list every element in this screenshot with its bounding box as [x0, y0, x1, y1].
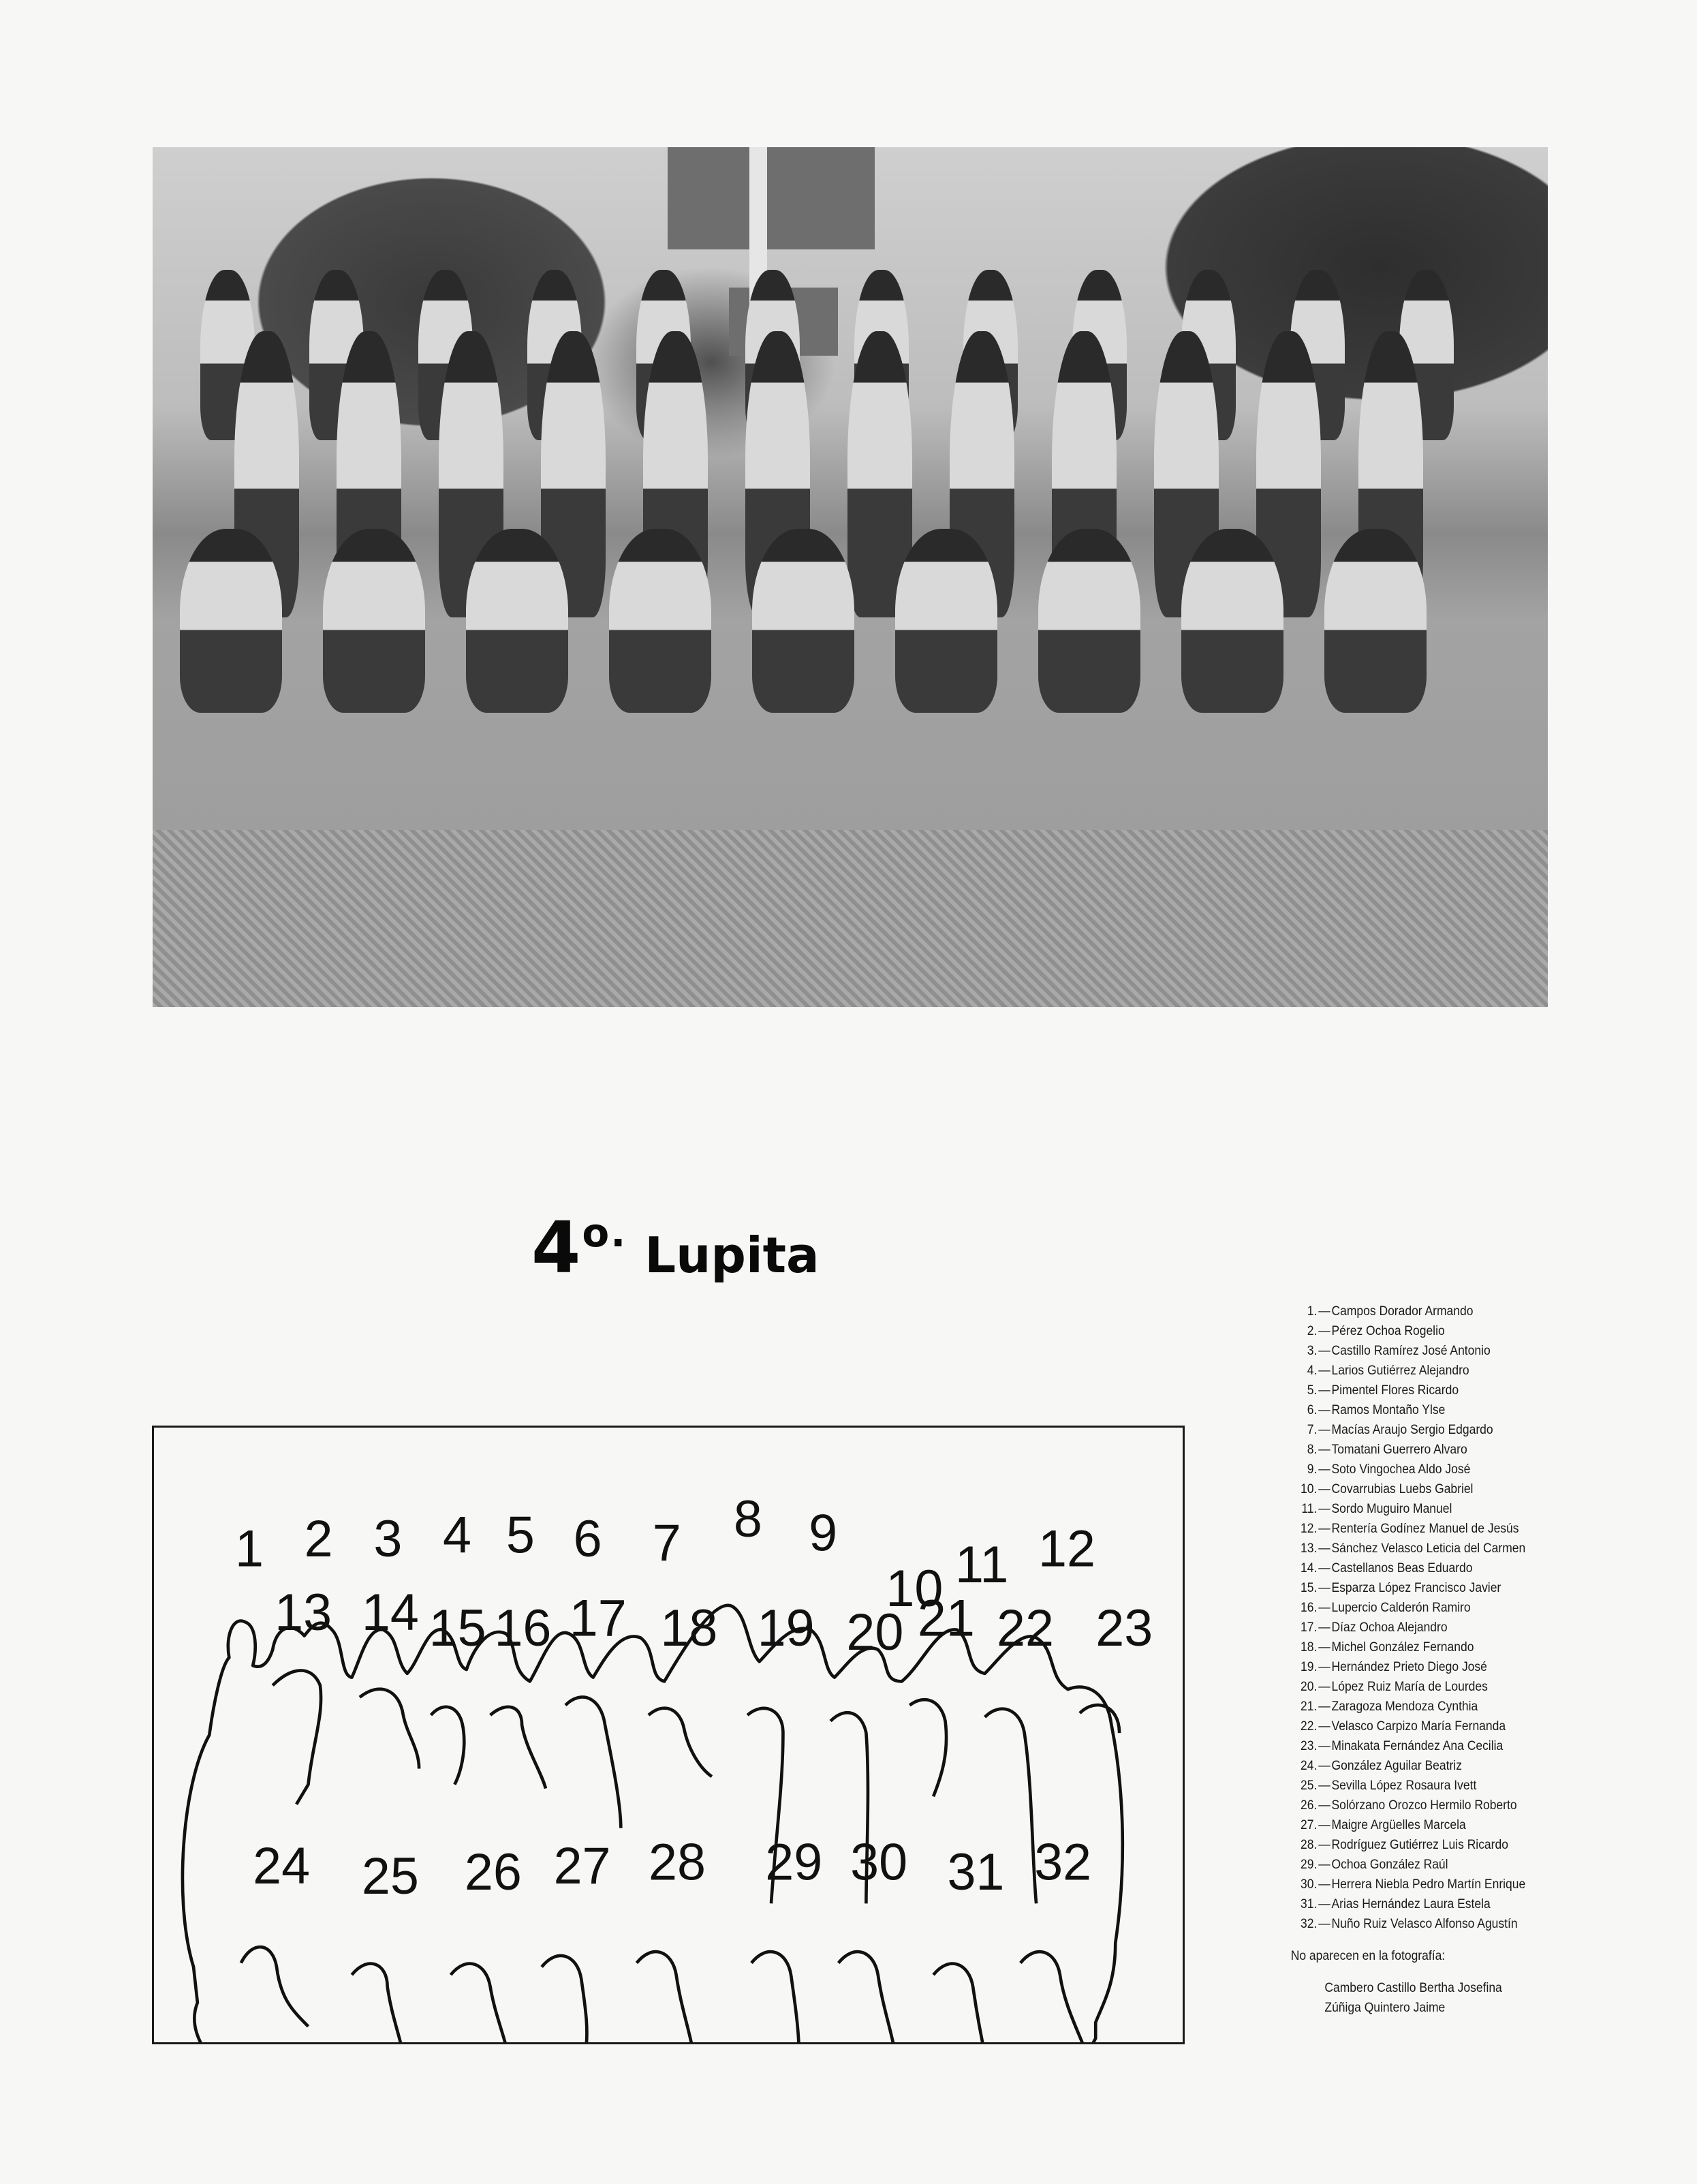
roster-item [1281, 1717, 1632, 1736]
position-number: 28 [648, 1834, 706, 1892]
roster-name: Hernández Prieto Diego José [1331, 1660, 1487, 1674]
position-key-diagram [152, 1426, 1185, 2044]
position-number: 18 [660, 1599, 718, 1658]
roster-name: González Aguilar Beatriz [1331, 1759, 1462, 1773]
student-figure [895, 529, 997, 713]
position-number: 9 [809, 1505, 838, 1563]
roster-name: Rentería Godínez Manuel de Jesús [1331, 1522, 1519, 1536]
roster-dash: — [1318, 1917, 1330, 1931]
position-number: 14 [361, 1584, 419, 1642]
position-number: 30 [850, 1834, 908, 1892]
student-figure [752, 529, 854, 713]
roster-dash: — [1318, 1383, 1330, 1398]
position-number: 20 [846, 1603, 904, 1661]
position-number: 12 [1038, 1520, 1095, 1578]
roster-item [1281, 1400, 1632, 1420]
roster-number: 25. [1301, 1779, 1318, 1793]
roster-item [1281, 1598, 1632, 1618]
silhouette-outline [154, 1428, 1183, 2042]
roster-number: 23. [1301, 1739, 1318, 1753]
roster-name: Castellanos Beas Eduardo [1331, 1561, 1473, 1575]
class-photo [153, 147, 1548, 1007]
roster-name: Solórzano Orozco Hermilo Roberto [1331, 1798, 1517, 1813]
position-number: 21 [917, 1590, 975, 1648]
roster-item [1281, 1618, 1632, 1637]
position-number: 4 [442, 1507, 471, 1565]
roster-dash: — [1318, 1838, 1330, 1852]
position-number: 3 [373, 1511, 403, 1569]
roster-item [1281, 1697, 1632, 1717]
roster-name: Castillo Ramírez José Antonio [1331, 1344, 1491, 1358]
roster-number: 12. [1301, 1522, 1318, 1536]
roster-dash: — [1318, 1344, 1330, 1358]
roster-item [1281, 1499, 1632, 1519]
roster-item [1281, 1558, 1632, 1578]
roster-dash: — [1318, 1877, 1330, 1892]
page-title [531, 1206, 820, 1289]
roster-name: Macías Araujo Sergio Edgardo [1331, 1423, 1493, 1437]
roster-number: 26. [1301, 1798, 1318, 1813]
student-roster [1281, 1302, 1632, 2018]
roster-item [1281, 1381, 1632, 1400]
position-number: 6 [573, 1511, 602, 1569]
roster-number: 9. [1307, 1462, 1318, 1477]
roster-dash: — [1318, 1561, 1330, 1575]
roster-item [1281, 1894, 1632, 1914]
roster-number: 18. [1301, 1640, 1318, 1655]
roster-item [1281, 1479, 1632, 1499]
roster-number: 21. [1301, 1699, 1318, 1714]
roster-number: 14. [1301, 1561, 1318, 1575]
roster-number: 24. [1301, 1759, 1318, 1773]
roster-dash: — [1318, 1897, 1330, 1911]
roster-number: 31. [1301, 1897, 1318, 1911]
roster-dash: — [1318, 1423, 1330, 1437]
roster-item [1281, 1776, 1632, 1796]
roster-name: Soto Vingochea Aldo José [1331, 1462, 1471, 1477]
position-number: 31 [947, 1843, 1005, 1901]
roster-item [1281, 1835, 1632, 1855]
position-number: 7 [652, 1514, 681, 1572]
position-number: 10 [886, 1560, 944, 1618]
position-number: 2 [304, 1511, 333, 1569]
roster-name: López Ruiz María de Lourdes [1331, 1680, 1488, 1694]
roster-dash: — [1318, 1620, 1330, 1635]
roster-number: 32. [1301, 1917, 1318, 1931]
roster-name: Arias Hernández Laura Estela [1331, 1897, 1491, 1911]
roster-dash: — [1318, 1680, 1330, 1694]
roster-dash: — [1318, 1581, 1330, 1595]
roster-number: 3. [1307, 1344, 1318, 1358]
position-number: 23 [1095, 1599, 1153, 1658]
roster-dash: — [1318, 1640, 1330, 1655]
roster-item [1281, 1578, 1632, 1598]
roster-dash: — [1318, 1462, 1330, 1477]
grade-label: $4^{o.}$ [531, 1206, 627, 1289]
roster-dash: — [1318, 1502, 1330, 1516]
roster-name: Minakata Fernández Ana Cecilia [1331, 1739, 1504, 1753]
roster-dash: — [1318, 1443, 1330, 1457]
roster-name: Esparza López Francisco Javier [1331, 1581, 1501, 1595]
roster-item [1281, 1736, 1632, 1756]
student-figure [323, 529, 425, 713]
roster-number: 16. [1301, 1601, 1318, 1615]
position-number: 5 [505, 1507, 535, 1565]
position-number: 8 [733, 1490, 762, 1549]
student-figure [1324, 529, 1427, 713]
roster-name: Herrera Niebla Pedro Martín Enrique [1331, 1877, 1526, 1892]
roster-name: Zaragoza Mendoza Cynthia [1331, 1699, 1478, 1714]
roster-dash: — [1318, 1482, 1330, 1496]
roster-item [1281, 1361, 1632, 1381]
roster-list [1281, 1302, 1632, 1934]
roster-number: 29. [1301, 1858, 1318, 1872]
position-number: 11 [955, 1536, 1009, 1594]
roster-item [1281, 1637, 1632, 1657]
roster-number: 30. [1301, 1877, 1318, 1892]
roster-item [1281, 1875, 1632, 1894]
roster-item [1281, 1657, 1632, 1677]
student-figure [180, 529, 282, 713]
roster-number: 7. [1307, 1423, 1318, 1437]
grass [153, 830, 1548, 1007]
roster-item [1281, 1460, 1632, 1479]
roster-item [1281, 1914, 1632, 1934]
roster-number: 22. [1301, 1719, 1318, 1734]
roster-item [1281, 1341, 1632, 1361]
student-figure [466, 529, 568, 713]
roster-name: Michel González Fernando [1331, 1640, 1474, 1655]
basketball-backboard [668, 147, 875, 249]
roster-number: 15. [1301, 1581, 1318, 1595]
roster-name: Ramos Montaño Ylse [1331, 1403, 1446, 1417]
position-number: 24 [253, 1838, 311, 1896]
position-number: 15 [429, 1599, 486, 1658]
roster-dash: — [1318, 1324, 1330, 1338]
absent-student: Cambero Castillo Bertha Josefina [1324, 1981, 1502, 1995]
roster-dash: — [1318, 1601, 1330, 1615]
roster-name: Velasco Carpizo María Fernanda [1331, 1719, 1506, 1734]
roster-number: 1. [1307, 1304, 1318, 1319]
roster-name: Campos Dorador Armando [1331, 1304, 1474, 1319]
roster-number: 11. [1301, 1502, 1318, 1516]
position-number: 13 [275, 1584, 332, 1642]
position-number: 29 [765, 1834, 823, 1892]
roster-dash: — [1318, 1818, 1330, 1832]
roster-number: 8. [1307, 1443, 1318, 1457]
roster-dash: — [1318, 1364, 1330, 1378]
roster-item [1281, 1855, 1632, 1875]
roster-item [1281, 1756, 1632, 1776]
roster-number: 28. [1301, 1838, 1318, 1852]
roster-name: Sánchez Velasco Leticia del Carmen [1331, 1541, 1526, 1556]
roster-name: Ochoa González Raúl [1331, 1858, 1448, 1872]
roster-item [1281, 1321, 1632, 1341]
student-figure [1181, 529, 1283, 713]
roster-name: Larios Gutiérrez Alejandro [1331, 1364, 1469, 1378]
roster-number: 5. [1307, 1383, 1318, 1398]
roster-name: Tomatani Guerrero Alvaro [1331, 1443, 1467, 1457]
roster-name: Sordo Muguiro Manuel [1331, 1502, 1452, 1516]
position-number: 19 [757, 1599, 815, 1658]
roster-dash: — [1318, 1759, 1330, 1773]
roster-name: Maigre Argüelles Marcela [1331, 1818, 1466, 1832]
roster-name: Sevilla López Rosaura Ivett [1331, 1779, 1477, 1793]
roster-number: 13. [1301, 1541, 1318, 1556]
roster-number: 17. [1301, 1620, 1318, 1635]
roster-item [1281, 1440, 1632, 1460]
student-figure [609, 529, 711, 713]
roster-item [1281, 1420, 1632, 1440]
roster-name: Díaz Ochoa Alejandro [1331, 1620, 1448, 1635]
roster-item [1281, 1519, 1632, 1539]
roster-dash: — [1318, 1304, 1330, 1319]
roster-number: 6. [1307, 1403, 1318, 1417]
roster-item [1281, 1539, 1632, 1558]
roster-dash: — [1318, 1779, 1330, 1793]
position-number: 26 [464, 1843, 522, 1901]
position-number: 22 [997, 1599, 1055, 1658]
position-number: 17 [569, 1590, 627, 1648]
roster-name: Pimentel Flores Ricardo [1331, 1383, 1459, 1398]
roster-name: Lupercio Calderón Ramiro [1331, 1601, 1471, 1615]
absent-heading: No aparecen en la fotografía: [1290, 1949, 1446, 1963]
roster-item [1281, 1302, 1632, 1321]
roster-dash: — [1318, 1699, 1330, 1714]
roster-number: 20. [1301, 1680, 1318, 1694]
absent-student: Zúñiga Quintero Jaime [1324, 2001, 1446, 2015]
position-number: 25 [361, 1847, 419, 1905]
absent-list [1281, 1978, 1632, 2018]
roster-name: Nuño Ruiz Velasco Alfonso Agustín [1331, 1917, 1518, 1931]
position-number: 32 [1034, 1834, 1092, 1892]
roster-dash: — [1318, 1739, 1330, 1753]
roster-dash: — [1318, 1798, 1330, 1813]
roster-item [1281, 1796, 1632, 1815]
roster-dash: — [1318, 1403, 1330, 1417]
group-name: Lupita [644, 1227, 820, 1284]
roster-number: 19. [1301, 1660, 1318, 1674]
position-number: 16 [494, 1599, 552, 1658]
roster-dash: — [1318, 1858, 1330, 1872]
roster-number: 4. [1307, 1364, 1318, 1378]
roster-number: 10. [1301, 1482, 1318, 1496]
roster-name: Pérez Ochoa Rogelio [1331, 1324, 1445, 1338]
roster-item [1281, 1815, 1632, 1835]
roster-dash: — [1318, 1719, 1330, 1734]
roster-number: 2. [1307, 1324, 1318, 1338]
roster-dash: — [1318, 1660, 1330, 1674]
roster-item [1281, 1677, 1632, 1697]
roster-dash: — [1318, 1541, 1330, 1556]
position-number: 1 [235, 1520, 264, 1578]
position-number: 27 [553, 1838, 611, 1896]
roster-dash: — [1318, 1522, 1330, 1536]
roster-name: Rodríguez Gutiérrez Luis Ricardo [1331, 1838, 1508, 1852]
student-figure [1038, 529, 1140, 713]
roster-name: Covarrubias Luebs Gabriel [1331, 1482, 1474, 1496]
roster-number: 27. [1301, 1818, 1318, 1832]
